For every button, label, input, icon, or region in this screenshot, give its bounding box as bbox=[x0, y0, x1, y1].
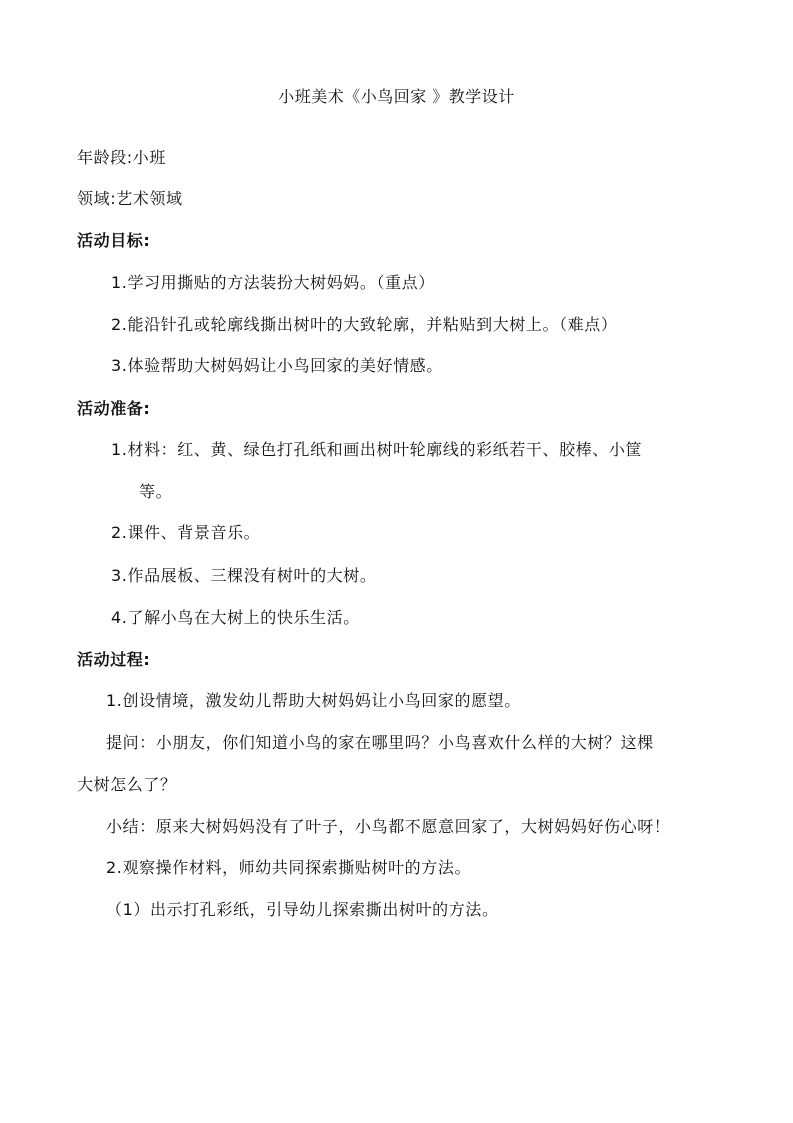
goals-heading: 活动目标: bbox=[77, 231, 151, 250]
goal-item-1: 1.学习用撕贴的方法装扮大树妈妈。（重点） bbox=[111, 273, 435, 292]
goal-item-3: 3.体验帮助大树妈妈让小鸟回家的美好情感。 bbox=[111, 356, 443, 375]
process-step-1: 1.创设情境，激发幼儿帮助大树妈妈让小鸟回家的愿望。 bbox=[106, 691, 521, 710]
prep-item-1: 1.材料：红、黄、绿色打孔纸和画出树叶轮廓线的彩纸若干、胶棒、小筐 bbox=[111, 440, 643, 459]
prep-item-3: 3.作品展板、三棵没有树叶的大树。 bbox=[111, 566, 377, 585]
prep-item-4: 4.了解小鸟在大树上的快乐生活。 bbox=[111, 608, 360, 627]
prep-item-1-continued: 等。 bbox=[139, 482, 173, 501]
goal-item-2: 2.能沿针孔或轮廓线撕出树叶的大致轮廓，并粘贴到大树上。（难点） bbox=[111, 315, 618, 334]
process-summary: 小结：原来大树妈妈没有了叶子，小鸟都不愿意回家了，大树妈妈好伤心呀！ bbox=[106, 817, 671, 836]
domain-line: 领域:艺术领域 bbox=[77, 189, 183, 208]
prep-heading: 活动准备: bbox=[77, 399, 151, 418]
process-question-line-2: 大树怎么了？ bbox=[77, 775, 177, 794]
age-group-line: 年龄段:小班 bbox=[77, 148, 166, 167]
process-step-2: 2.观察操作材料，师幼共同探索撕贴树叶的方法。 bbox=[106, 858, 472, 877]
process-heading: 活动过程: bbox=[77, 650, 151, 669]
process-substep-1: （1）出示打孔彩纸，引导幼儿探索撕出树叶的方法。 bbox=[106, 900, 499, 919]
prep-item-2: 2.课件、背景音乐。 bbox=[111, 523, 261, 542]
document-title: 小班美术《小鸟回家 》教学设计 bbox=[278, 87, 515, 106]
process-question-line-1: 提问：小朋友，你们知道小鸟的家在哪里吗？小鸟喜欢什么样的大树？这棵 bbox=[106, 733, 654, 752]
